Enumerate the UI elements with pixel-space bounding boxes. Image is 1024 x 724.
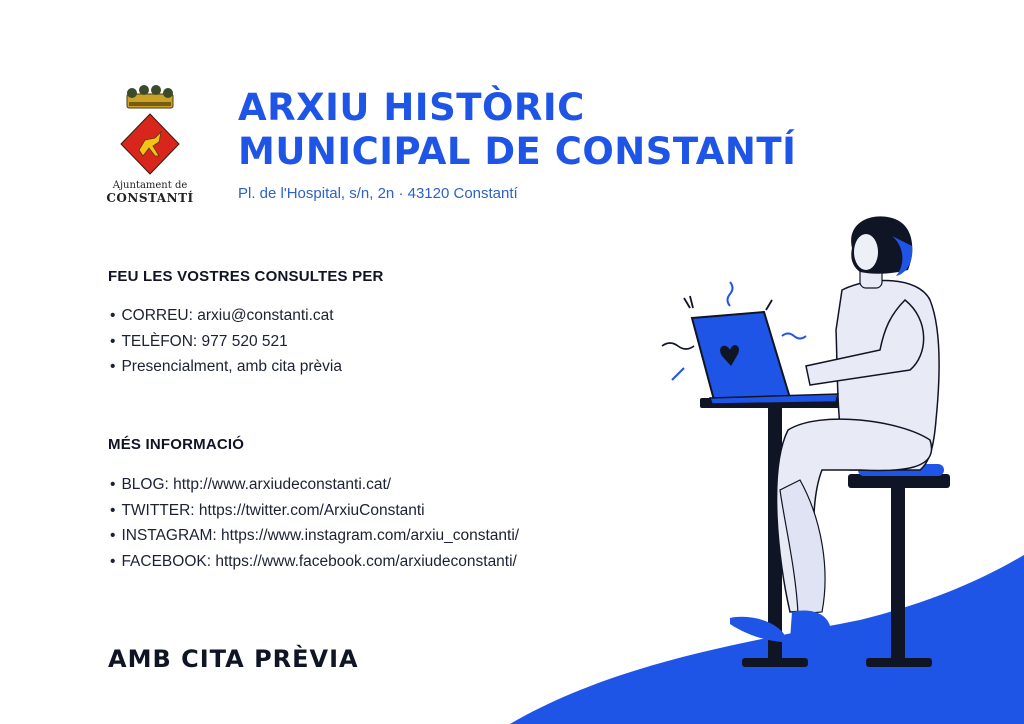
list-item: • Presencialment, amb cita prèvia bbox=[110, 354, 342, 380]
consultes-list bbox=[110, 303, 342, 380]
appointment-callout: AMB CITA PRÈVIA bbox=[108, 645, 359, 673]
consultes-heading: FEU LES VOSTRES CONSULTES PER bbox=[108, 268, 384, 285]
stool-leg bbox=[891, 486, 905, 662]
person-face bbox=[854, 234, 878, 270]
page-title bbox=[238, 86, 796, 174]
address: Pl. de l'Hospital, s/n, 2n · 43120 Constantí bbox=[238, 185, 518, 202]
list-item[interactable]: • FACEBOOK: https://www.facebook.com/arxiudeconstanti/ bbox=[110, 549, 519, 575]
laptop-screen bbox=[692, 312, 790, 400]
steam-icon bbox=[728, 282, 733, 306]
title-line2: MUNICIPAL DE CONSTANTÍ bbox=[238, 130, 797, 173]
stool-seat bbox=[848, 474, 950, 488]
info-list bbox=[110, 472, 519, 574]
info-heading: MÉS INFORMACIÓ bbox=[108, 436, 245, 453]
logo-line2: CONSTANTÍ bbox=[106, 191, 194, 205]
municipal-logo bbox=[104, 84, 196, 208]
list-item[interactable]: • INSTAGRAM: https://www.instagram.com/arxiu_constanti/ bbox=[110, 523, 519, 549]
list-item[interactable]: • TELÈFON: 977 520 521 bbox=[110, 329, 342, 355]
list-item[interactable]: • CORREU: arxiu@constanti.cat bbox=[110, 303, 342, 329]
stool-foot bbox=[866, 658, 932, 667]
list-item[interactable]: • TWITTER: https://twitter.com/ArxiuConstanti bbox=[110, 498, 519, 524]
title-line1: ARXIU HISTÒRIC bbox=[238, 86, 585, 129]
table-foot bbox=[742, 658, 808, 667]
coat-of-arms-icon bbox=[115, 84, 185, 178]
list-item[interactable]: • BLOG: http://www.arxiudeconstanti.cat/ bbox=[110, 472, 519, 498]
logo-line1: Ajuntament de bbox=[112, 180, 188, 191]
